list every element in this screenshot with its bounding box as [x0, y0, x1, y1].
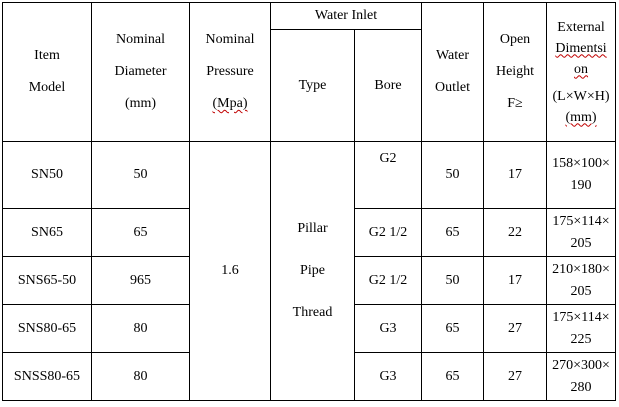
header-text: Item	[34, 48, 60, 63]
cell-model: SNS80-65	[3, 305, 92, 353]
cell-dimension	[547, 142, 616, 209]
header-item-model	[3, 3, 92, 142]
header-type: Type	[271, 30, 355, 142]
cell-dimension	[547, 305, 616, 353]
header-text: F≥	[507, 96, 523, 111]
cell-outlet: 65	[422, 305, 484, 353]
header-text: Model	[28, 80, 66, 95]
header-nominal-pressure	[190, 3, 271, 142]
dim-line: 175×114×	[552, 309, 610, 325]
header-text: Water	[435, 48, 470, 63]
header-text: (mm)	[565, 109, 597, 125]
cell-outlet: 50	[422, 142, 484, 209]
header-text: External	[557, 19, 605, 35]
header-text: Open	[499, 32, 531, 47]
cell-outlet: 65	[422, 353, 484, 401]
header-bore: Bore	[355, 30, 422, 142]
dim-line: 225	[570, 331, 592, 347]
dim-line: 158×100×	[552, 156, 610, 171]
dim-line: 210×180×	[552, 261, 610, 277]
cell-outlet: 50	[422, 257, 484, 305]
type-line: Pillar	[297, 221, 328, 236]
cell-dimension	[547, 353, 616, 401]
header-text: on	[574, 61, 589, 77]
dim-line: 280	[570, 379, 592, 395]
dim-line: 270×300×	[552, 357, 610, 373]
header-text: (mm)	[124, 96, 157, 111]
header-nominal-diameter	[92, 3, 190, 142]
cell-dimension	[547, 257, 616, 305]
cell-model: SNSS80-65	[3, 353, 92, 401]
cell-bore: G2 1/2	[355, 257, 422, 305]
cell-bore: G3	[355, 305, 422, 353]
cell-model: SN50	[3, 142, 92, 209]
header-external-dimension	[547, 3, 616, 142]
header-water-inlet: Water Inlet	[271, 3, 422, 30]
dim-line: 190	[570, 178, 592, 193]
type-line: Pipe	[300, 263, 325, 278]
header-water-outlet	[422, 3, 484, 142]
header-text: (L×W×H)	[552, 88, 610, 104]
header-text: Outlet	[435, 80, 471, 95]
header-text: Nominal	[116, 32, 165, 47]
header-row-1	[3, 3, 616, 30]
cell-dimension	[547, 209, 616, 257]
dim-line: 205	[570, 235, 592, 251]
cell-diameter: 65	[92, 209, 190, 257]
header-open-height	[484, 3, 547, 142]
cell-diameter: 50	[92, 142, 190, 209]
cell-bore: G3	[355, 353, 422, 401]
cell-outlet: 65	[422, 209, 484, 257]
header-text: Pressure	[206, 64, 254, 79]
header-text: Height	[495, 64, 535, 79]
cell-bore: G2 1/2	[355, 209, 422, 257]
cell-height: 17	[484, 142, 547, 209]
cell-height: 27	[484, 353, 547, 401]
cell-model: SNS65-50	[3, 257, 92, 305]
cell-diameter: 80	[92, 305, 190, 353]
header-text: Dimentsi	[555, 40, 607, 56]
cell-diameter: 965	[92, 257, 190, 305]
table-row	[3, 142, 616, 209]
cell-height: 17	[484, 257, 547, 305]
dim-line: 205	[570, 283, 592, 299]
header-text: Diameter	[114, 64, 167, 79]
cell-height: 27	[484, 305, 547, 353]
cell-bore: G2	[355, 142, 422, 209]
header-text: (Mpa)	[212, 96, 248, 111]
type-line: Thread	[292, 305, 333, 320]
cell-height: 22	[484, 209, 547, 257]
cell-pressure: 1.6	[190, 142, 271, 401]
cell-type	[271, 142, 355, 401]
cell-model: SN65	[3, 209, 92, 257]
cell-diameter: 80	[92, 353, 190, 401]
spec-table	[2, 2, 616, 401]
dim-line: 175×114×	[552, 213, 610, 229]
header-text: Nominal	[205, 32, 255, 47]
